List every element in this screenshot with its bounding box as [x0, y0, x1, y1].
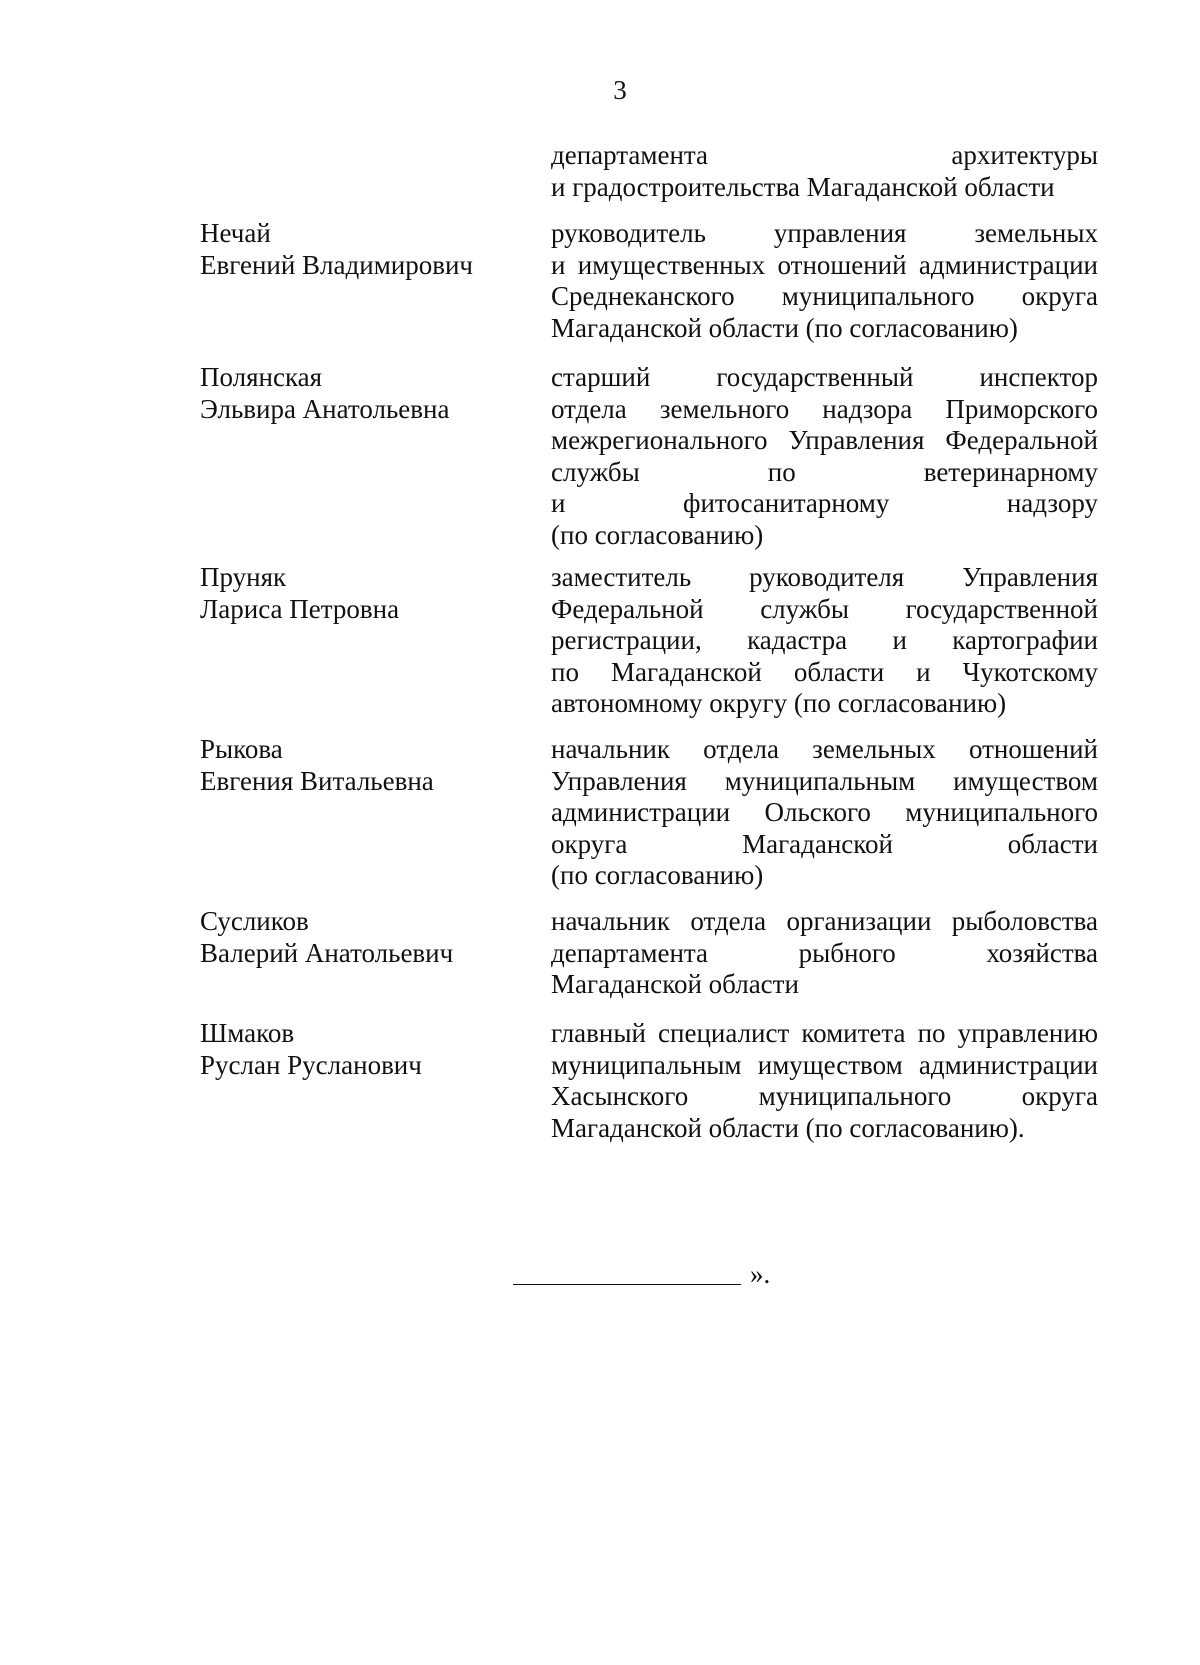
duty-line: и фитосанитарному надзору [551, 488, 1098, 518]
member-given-names: Эльвира Анатольевна [200, 393, 450, 424]
duty-line: отдела земельного надзора Приморского [551, 393, 1098, 424]
closing-quote-mark: ». [750, 1259, 771, 1289]
member-surname: Рыкова [200, 734, 283, 764]
member-given-names: Евгений Владимирович [200, 249, 474, 280]
member-surname: Полянская [200, 362, 323, 392]
member-name [200, 362, 520, 425]
member-name [200, 906, 520, 969]
duty-line: муниципальным имуществом администрации [551, 1049, 1098, 1080]
duty-line: межрегионального Управления Федеральной [551, 425, 1098, 455]
duty-line: департамента архитектуры [551, 140, 1098, 170]
member-surname: Сусликов [200, 906, 309, 936]
duty-line: и имущественных отношений администрации [551, 249, 1098, 280]
duty-line: Магаданской области (по согласованию). [551, 1112, 1025, 1143]
duty-line: по Магаданской области и Чукотскому [551, 656, 1098, 687]
duty-line: Федеральной службы государственной [551, 593, 1098, 624]
duty-line: начальник отдела земельных отношений [551, 734, 1098, 764]
duty-line: департамента рыбного хозяйства [551, 937, 1098, 968]
continuation-text [551, 140, 1098, 203]
duty-line: Магаданской области [551, 969, 799, 999]
duty-line: Хасынского муниципального округа [551, 1081, 1098, 1111]
member-surname: Шмаков [200, 1018, 295, 1048]
duty-line: руководитель управления земельных [551, 218, 1098, 248]
member-name [200, 1018, 520, 1081]
duty-line: и градостроительства Магаданской области [551, 171, 1055, 202]
duty-line: Магаданской области (по согласованию) [551, 312, 1018, 343]
member-name [200, 734, 520, 797]
member-surname: Нечай [200, 218, 271, 248]
closing-underline [513, 1284, 741, 1285]
member-position [551, 218, 1098, 344]
duty-line: начальник отдела организации рыболовства [551, 906, 1098, 936]
member-position [551, 906, 1098, 1001]
member-name [200, 218, 520, 281]
duty-line: Управления муниципальным имуществом [551, 765, 1098, 796]
member-given-names: Лариса Петровна [200, 593, 400, 624]
member-given-names: Валерий Анатольевич [200, 937, 454, 968]
duty-line: заместитель руководителя Управления [551, 562, 1098, 592]
duty-line: (по согласованию) [551, 860, 764, 890]
member-position [551, 734, 1098, 892]
duty-line: главный специалист комитета по управлению [551, 1018, 1098, 1048]
duty-line: службы по ветеринарному [551, 456, 1098, 487]
member-position [551, 1018, 1098, 1144]
member-position [551, 562, 1098, 720]
duty-line: Среднеканского муниципального округа [551, 281, 1098, 311]
member-given-names: Евгения Витальевна [200, 765, 434, 796]
member-given-names: Руслан Русланович [200, 1049, 422, 1080]
member-position [551, 362, 1098, 551]
duty-line: администрации Ольского муниципального [551, 797, 1098, 827]
page-number: 3 [613, 75, 627, 105]
member-surname: Пруняк [200, 562, 287, 592]
duty-line: регистрации, кадастра и картографии [551, 625, 1098, 655]
member-name [200, 562, 520, 625]
duty-line: старший государственный инспектор [551, 362, 1098, 392]
duty-line: (по согласованию) [551, 519, 764, 550]
duty-line: округа Магаданской области [551, 828, 1098, 859]
duty-line: автономному округу (по согласованию) [551, 688, 1007, 718]
closing-block [513, 1258, 813, 1290]
